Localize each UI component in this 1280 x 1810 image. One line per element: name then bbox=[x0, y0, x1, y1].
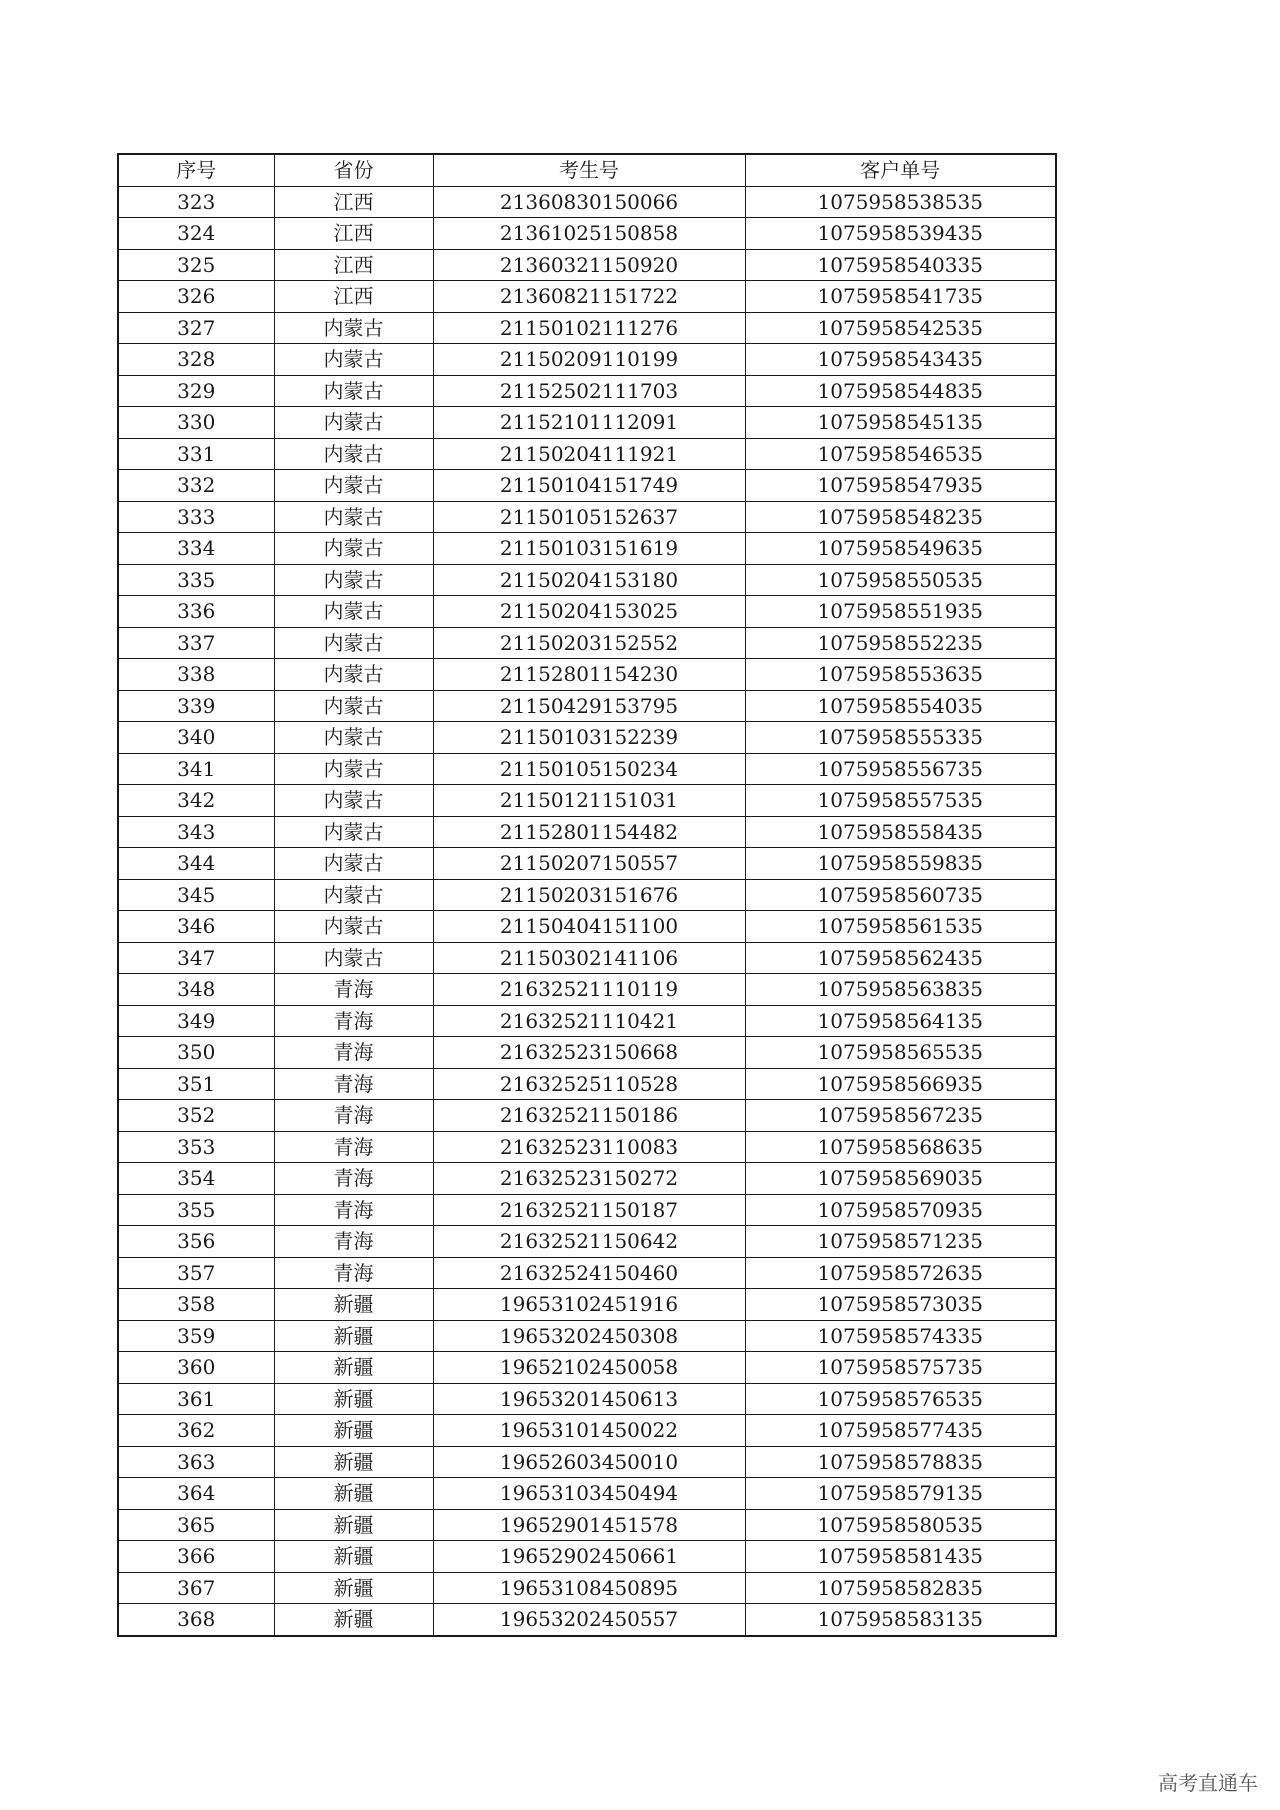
cell-exam-number: 19653202450557 bbox=[433, 1604, 745, 1636]
cell-province: 内蒙古 bbox=[274, 596, 433, 628]
cell-order-number: 1075958553635 bbox=[745, 659, 1056, 691]
cell-province: 青海 bbox=[274, 1131, 433, 1163]
cell-exam-number: 21150105152637 bbox=[433, 501, 745, 533]
cell-province: 内蒙古 bbox=[274, 533, 433, 565]
cell-index: 352 bbox=[118, 1100, 274, 1132]
table-row bbox=[118, 879, 1056, 911]
cell-exam-number: 21152801154482 bbox=[433, 816, 745, 848]
table-row bbox=[118, 1541, 1056, 1573]
cell-exam-number: 21360830150066 bbox=[433, 186, 745, 218]
table-row bbox=[118, 974, 1056, 1006]
cell-province: 青海 bbox=[274, 1194, 433, 1226]
cell-index: 335 bbox=[118, 564, 274, 596]
cell-province: 内蒙古 bbox=[274, 942, 433, 974]
table-row bbox=[118, 911, 1056, 943]
cell-order-number: 1075958545135 bbox=[745, 407, 1056, 439]
cell-province: 内蒙古 bbox=[274, 564, 433, 596]
table-row bbox=[118, 1604, 1056, 1636]
cell-index: 348 bbox=[118, 974, 274, 1006]
cell-exam-number: 21150103151619 bbox=[433, 533, 745, 565]
table-row bbox=[118, 438, 1056, 470]
header-row bbox=[118, 154, 1056, 186]
cell-province: 内蒙古 bbox=[274, 848, 433, 880]
cell-exam-number: 21632524150460 bbox=[433, 1257, 745, 1289]
cell-index: 342 bbox=[118, 785, 274, 817]
table-row bbox=[118, 249, 1056, 281]
cell-index: 324 bbox=[118, 218, 274, 250]
cell-exam-number: 21150302141106 bbox=[433, 942, 745, 974]
cell-province: 青海 bbox=[274, 974, 433, 1006]
cell-order-number: 1075958569035 bbox=[745, 1163, 1056, 1195]
cell-exam-number: 21152502111703 bbox=[433, 375, 745, 407]
table-row bbox=[118, 659, 1056, 691]
cell-province: 新疆 bbox=[274, 1320, 433, 1352]
cell-exam-number: 21152801154230 bbox=[433, 659, 745, 691]
cell-index: 357 bbox=[118, 1257, 274, 1289]
cell-province: 青海 bbox=[274, 1226, 433, 1258]
cell-exam-number: 21632525110528 bbox=[433, 1068, 745, 1100]
table-row bbox=[118, 375, 1056, 407]
cell-index: 355 bbox=[118, 1194, 274, 1226]
cell-exam-number: 19653108450895 bbox=[433, 1572, 745, 1604]
cell-index: 353 bbox=[118, 1131, 274, 1163]
cell-province: 新疆 bbox=[274, 1604, 433, 1636]
cell-exam-number: 19653103450494 bbox=[433, 1478, 745, 1510]
cell-order-number: 1075958579135 bbox=[745, 1478, 1056, 1510]
cell-order-number: 1075958542535 bbox=[745, 312, 1056, 344]
cell-index: 340 bbox=[118, 722, 274, 754]
cell-order-number: 1075958578835 bbox=[745, 1446, 1056, 1478]
table-row bbox=[118, 312, 1056, 344]
cell-exam-number: 21150204153025 bbox=[433, 596, 745, 628]
cell-index: 336 bbox=[118, 596, 274, 628]
roster-table bbox=[117, 153, 1057, 1637]
header-index: 序号 bbox=[118, 154, 274, 186]
cell-index: 329 bbox=[118, 375, 274, 407]
cell-order-number: 1075958570935 bbox=[745, 1194, 1056, 1226]
cell-index: 360 bbox=[118, 1352, 274, 1384]
cell-province: 江西 bbox=[274, 281, 433, 313]
cell-province: 内蒙古 bbox=[274, 879, 433, 911]
cell-order-number: 1075958555335 bbox=[745, 722, 1056, 754]
cell-index: 327 bbox=[118, 312, 274, 344]
cell-index: 351 bbox=[118, 1068, 274, 1100]
cell-order-number: 1075958556735 bbox=[745, 753, 1056, 785]
cell-province: 内蒙古 bbox=[274, 407, 433, 439]
cell-province: 新疆 bbox=[274, 1509, 433, 1541]
table-row bbox=[118, 1131, 1056, 1163]
cell-index: 363 bbox=[118, 1446, 274, 1478]
cell-exam-number: 21150203152552 bbox=[433, 627, 745, 659]
cell-province: 内蒙古 bbox=[274, 785, 433, 817]
table-row bbox=[118, 218, 1056, 250]
cell-province: 江西 bbox=[274, 249, 433, 281]
table-row bbox=[118, 470, 1056, 502]
cell-order-number: 1075958564135 bbox=[745, 1005, 1056, 1037]
table-row bbox=[118, 1005, 1056, 1037]
cell-index: 356 bbox=[118, 1226, 274, 1258]
cell-exam-number: 21360821151722 bbox=[433, 281, 745, 313]
cell-province: 青海 bbox=[274, 1100, 433, 1132]
cell-order-number: 1075958562435 bbox=[745, 942, 1056, 974]
cell-exam-number: 19652102450058 bbox=[433, 1352, 745, 1384]
cell-province: 新疆 bbox=[274, 1478, 433, 1510]
cell-exam-number: 21632521150642 bbox=[433, 1226, 745, 1258]
table-row bbox=[118, 1100, 1056, 1132]
cell-index: 350 bbox=[118, 1037, 274, 1069]
cell-exam-number: 21632521110421 bbox=[433, 1005, 745, 1037]
cell-order-number: 1075958550535 bbox=[745, 564, 1056, 596]
table-row bbox=[118, 1446, 1056, 1478]
cell-index: 358 bbox=[118, 1289, 274, 1321]
cell-province: 新疆 bbox=[274, 1572, 433, 1604]
cell-exam-number: 21632523150272 bbox=[433, 1163, 745, 1195]
cell-exam-number: 21632521150186 bbox=[433, 1100, 745, 1132]
cell-index: 338 bbox=[118, 659, 274, 691]
cell-province: 青海 bbox=[274, 1257, 433, 1289]
cell-index: 365 bbox=[118, 1509, 274, 1541]
cell-province: 内蒙古 bbox=[274, 470, 433, 502]
cell-order-number: 1075958568635 bbox=[745, 1131, 1056, 1163]
table-row bbox=[118, 186, 1056, 218]
cell-order-number: 1075958567235 bbox=[745, 1100, 1056, 1132]
cell-index: 354 bbox=[118, 1163, 274, 1195]
cell-index: 332 bbox=[118, 470, 274, 502]
table-row bbox=[118, 596, 1056, 628]
cell-order-number: 1075958554035 bbox=[745, 690, 1056, 722]
cell-province: 内蒙古 bbox=[274, 659, 433, 691]
cell-order-number: 1075958544835 bbox=[745, 375, 1056, 407]
cell-province: 内蒙古 bbox=[274, 312, 433, 344]
cell-order-number: 1075958565535 bbox=[745, 1037, 1056, 1069]
cell-province: 新疆 bbox=[274, 1415, 433, 1447]
cell-province: 内蒙古 bbox=[274, 690, 433, 722]
cell-exam-number: 21360321150920 bbox=[433, 249, 745, 281]
cell-index: 325 bbox=[118, 249, 274, 281]
cell-order-number: 1075958576535 bbox=[745, 1383, 1056, 1415]
cell-index: 339 bbox=[118, 690, 274, 722]
cell-exam-number: 21152101112091 bbox=[433, 407, 745, 439]
cell-order-number: 1075958547935 bbox=[745, 470, 1056, 502]
table-row bbox=[118, 1226, 1056, 1258]
cell-order-number: 1075958563835 bbox=[745, 974, 1056, 1006]
cell-index: 345 bbox=[118, 879, 274, 911]
cell-order-number: 1075958566935 bbox=[745, 1068, 1056, 1100]
cell-index: 334 bbox=[118, 533, 274, 565]
cell-province: 青海 bbox=[274, 1037, 433, 1069]
table-row bbox=[118, 281, 1056, 313]
cell-order-number: 1075958551935 bbox=[745, 596, 1056, 628]
cell-exam-number: 19652901451578 bbox=[433, 1509, 745, 1541]
table-row bbox=[118, 1572, 1056, 1604]
cell-order-number: 1075958580535 bbox=[745, 1509, 1056, 1541]
cell-index: 366 bbox=[118, 1541, 274, 1573]
cell-exam-number: 21150121151031 bbox=[433, 785, 745, 817]
cell-province: 新疆 bbox=[274, 1289, 433, 1321]
cell-exam-number: 21150404151100 bbox=[433, 911, 745, 943]
header-province: 省份 bbox=[274, 154, 433, 186]
cell-index: 331 bbox=[118, 438, 274, 470]
cell-order-number: 1075958575735 bbox=[745, 1352, 1056, 1384]
cell-province: 内蒙古 bbox=[274, 911, 433, 943]
cell-index: 349 bbox=[118, 1005, 274, 1037]
cell-exam-number: 19653202450308 bbox=[433, 1320, 745, 1352]
cell-order-number: 1075958582835 bbox=[745, 1572, 1056, 1604]
header-order-number: 客户单号 bbox=[745, 154, 1056, 186]
cell-index: 367 bbox=[118, 1572, 274, 1604]
header-exam-number: 考生号 bbox=[433, 154, 745, 186]
table-row bbox=[118, 533, 1056, 565]
cell-index: 341 bbox=[118, 753, 274, 785]
cell-province: 青海 bbox=[274, 1163, 433, 1195]
table-row bbox=[118, 848, 1056, 880]
cell-index: 364 bbox=[118, 1478, 274, 1510]
cell-order-number: 1075958552235 bbox=[745, 627, 1056, 659]
cell-order-number: 1075958538535 bbox=[745, 186, 1056, 218]
cell-province: 新疆 bbox=[274, 1352, 433, 1384]
cell-province: 内蒙古 bbox=[274, 753, 433, 785]
cell-order-number: 1075958558435 bbox=[745, 816, 1056, 848]
cell-province: 内蒙古 bbox=[274, 627, 433, 659]
table-row bbox=[118, 1037, 1056, 1069]
table-row bbox=[118, 942, 1056, 974]
cell-exam-number: 21632521150187 bbox=[433, 1194, 745, 1226]
cell-exam-number: 21150203151676 bbox=[433, 879, 745, 911]
table-row bbox=[118, 690, 1056, 722]
cell-index: 323 bbox=[118, 186, 274, 218]
cell-index: 368 bbox=[118, 1604, 274, 1636]
cell-province: 内蒙古 bbox=[274, 722, 433, 754]
cell-province: 内蒙古 bbox=[274, 375, 433, 407]
cell-province: 新疆 bbox=[274, 1541, 433, 1573]
cell-order-number: 1075958540335 bbox=[745, 249, 1056, 281]
table-row bbox=[118, 1194, 1056, 1226]
cell-index: 328 bbox=[118, 344, 274, 376]
table-row bbox=[118, 564, 1056, 596]
cell-province: 内蒙古 bbox=[274, 344, 433, 376]
cell-order-number: 1075958541735 bbox=[745, 281, 1056, 313]
cell-order-number: 1075958583135 bbox=[745, 1604, 1056, 1636]
cell-exam-number: 19653101450022 bbox=[433, 1415, 745, 1447]
table-row bbox=[118, 1289, 1056, 1321]
table-row bbox=[118, 816, 1056, 848]
cell-index: 337 bbox=[118, 627, 274, 659]
cell-exam-number: 19653201450613 bbox=[433, 1383, 745, 1415]
cell-province: 江西 bbox=[274, 186, 433, 218]
table-row bbox=[118, 1509, 1056, 1541]
cell-order-number: 1075958561535 bbox=[745, 911, 1056, 943]
cell-index: 344 bbox=[118, 848, 274, 880]
cell-index: 343 bbox=[118, 816, 274, 848]
roster-body bbox=[118, 186, 1056, 1636]
table-row bbox=[118, 1163, 1056, 1195]
cell-order-number: 1075958573035 bbox=[745, 1289, 1056, 1321]
table-row bbox=[118, 501, 1056, 533]
cell-exam-number: 19652902450661 bbox=[433, 1541, 745, 1573]
cell-exam-number: 21150105150234 bbox=[433, 753, 745, 785]
cell-exam-number: 21150429153795 bbox=[433, 690, 745, 722]
table-row bbox=[118, 722, 1056, 754]
cell-exam-number: 21150204153180 bbox=[433, 564, 745, 596]
cell-exam-number: 21632523110083 bbox=[433, 1131, 745, 1163]
cell-exam-number: 19652603450010 bbox=[433, 1446, 745, 1478]
cell-exam-number: 21361025150858 bbox=[433, 218, 745, 250]
cell-province: 青海 bbox=[274, 1005, 433, 1037]
cell-order-number: 1075958543435 bbox=[745, 344, 1056, 376]
roster-sheet bbox=[117, 153, 1057, 1637]
cell-order-number: 1075958581435 bbox=[745, 1541, 1056, 1573]
cell-province: 内蒙古 bbox=[274, 438, 433, 470]
cell-province: 新疆 bbox=[274, 1383, 433, 1415]
cell-exam-number: 21150104151749 bbox=[433, 470, 745, 502]
cell-order-number: 1075958574335 bbox=[745, 1320, 1056, 1352]
cell-index: 361 bbox=[118, 1383, 274, 1415]
table-row bbox=[118, 1383, 1056, 1415]
cell-province: 内蒙古 bbox=[274, 816, 433, 848]
table-row bbox=[118, 344, 1056, 376]
cell-province: 内蒙古 bbox=[274, 501, 433, 533]
cell-order-number: 1075958549635 bbox=[745, 533, 1056, 565]
cell-order-number: 1075958577435 bbox=[745, 1415, 1056, 1447]
cell-exam-number: 21150209110199 bbox=[433, 344, 745, 376]
cell-exam-number: 21632523150668 bbox=[433, 1037, 745, 1069]
table-row bbox=[118, 785, 1056, 817]
cell-index: 362 bbox=[118, 1415, 274, 1447]
cell-exam-number: 21150102111276 bbox=[433, 312, 745, 344]
watermark-text: 高考直通车 bbox=[1158, 1771, 1258, 1795]
cell-exam-number: 19653102451916 bbox=[433, 1289, 745, 1321]
cell-exam-number: 21150207150557 bbox=[433, 848, 745, 880]
cell-index: 347 bbox=[118, 942, 274, 974]
cell-province: 新疆 bbox=[274, 1446, 433, 1478]
table-row bbox=[118, 1478, 1056, 1510]
cell-order-number: 1075958560735 bbox=[745, 879, 1056, 911]
table-row bbox=[118, 1352, 1056, 1384]
table-row bbox=[118, 1415, 1056, 1447]
cell-index: 326 bbox=[118, 281, 274, 313]
cell-province: 青海 bbox=[274, 1068, 433, 1100]
cell-exam-number: 21150204111921 bbox=[433, 438, 745, 470]
cell-order-number: 1075958539435 bbox=[745, 218, 1056, 250]
cell-province: 江西 bbox=[274, 218, 433, 250]
cell-index: 359 bbox=[118, 1320, 274, 1352]
cell-order-number: 1075958548235 bbox=[745, 501, 1056, 533]
cell-exam-number: 21150103152239 bbox=[433, 722, 745, 754]
cell-order-number: 1075958557535 bbox=[745, 785, 1056, 817]
cell-index: 346 bbox=[118, 911, 274, 943]
cell-order-number: 1075958559835 bbox=[745, 848, 1056, 880]
cell-exam-number: 21632521110119 bbox=[433, 974, 745, 1006]
table-row bbox=[118, 1068, 1056, 1100]
cell-order-number: 1075958546535 bbox=[745, 438, 1056, 470]
cell-index: 330 bbox=[118, 407, 274, 439]
table-row bbox=[118, 407, 1056, 439]
table-row bbox=[118, 1257, 1056, 1289]
table-row bbox=[118, 753, 1056, 785]
table-row bbox=[118, 627, 1056, 659]
cell-index: 333 bbox=[118, 501, 274, 533]
cell-order-number: 1075958571235 bbox=[745, 1226, 1056, 1258]
table-row bbox=[118, 1320, 1056, 1352]
cell-order-number: 1075958572635 bbox=[745, 1257, 1056, 1289]
